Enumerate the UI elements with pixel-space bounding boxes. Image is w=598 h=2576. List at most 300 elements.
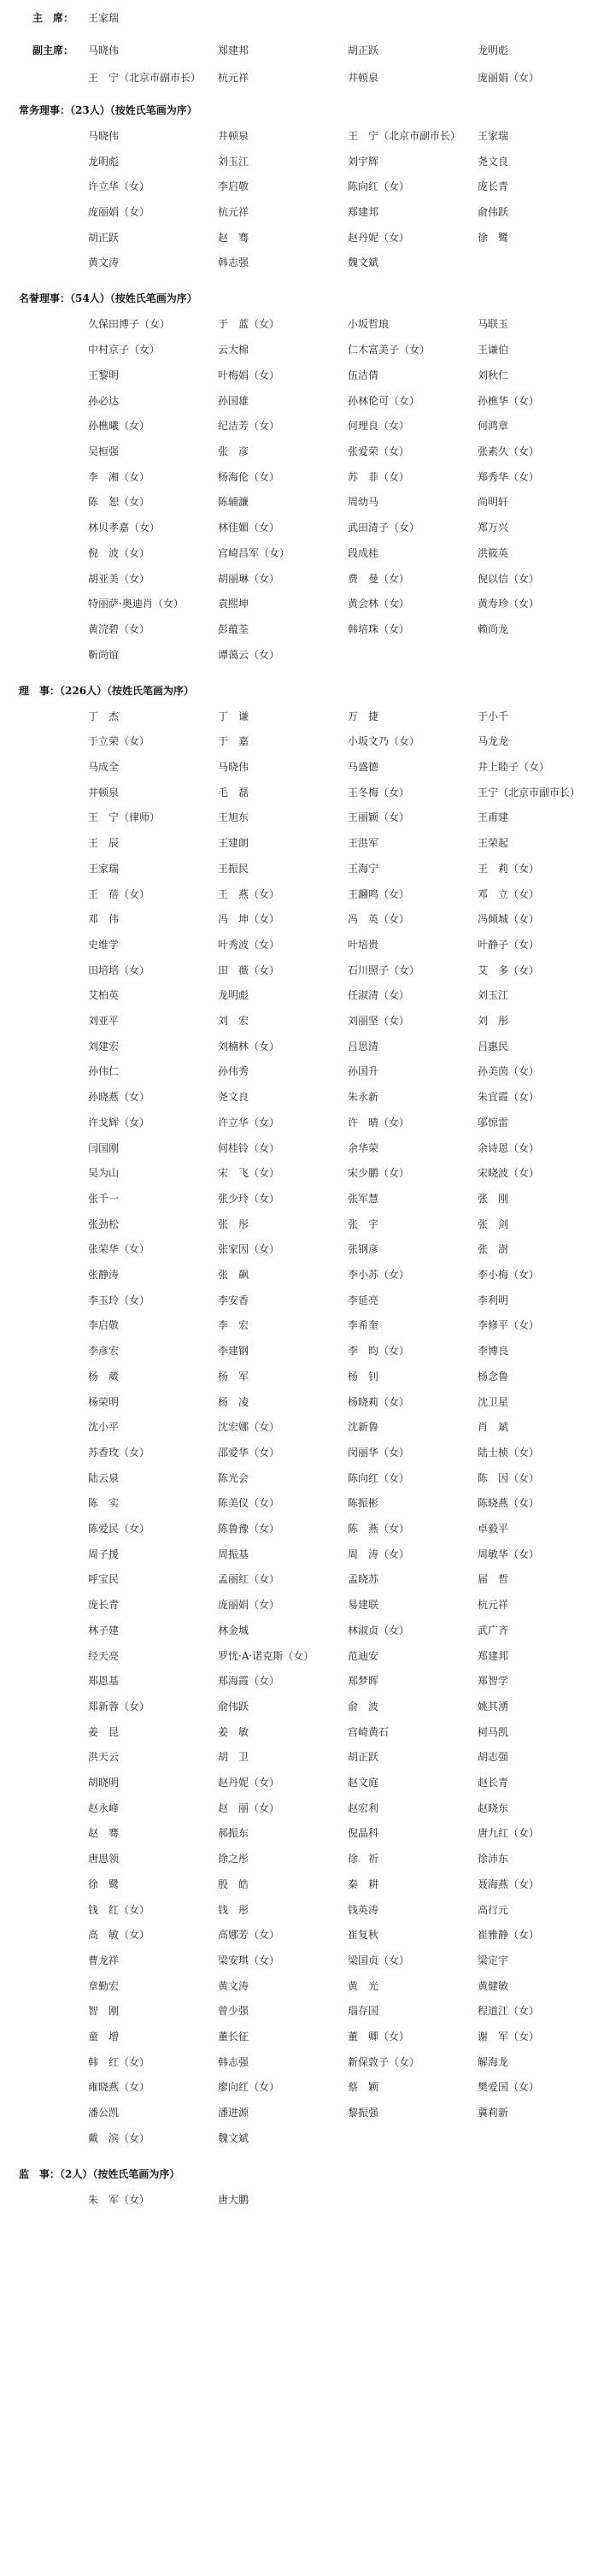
member-name: 高行元 [478, 1904, 509, 1916]
member-name: 刘建宏 [88, 1040, 120, 1052]
vice-president-name: 庞丽娟（女） [478, 72, 540, 84]
member-name: 陈鲁豫（女） [218, 1523, 280, 1535]
member-name: 孙樵曦（女） [88, 420, 150, 432]
member-name: 万 捷 [348, 710, 379, 722]
member-name: 宋少鹏（女） [348, 1167, 410, 1179]
member-name: 刘 宏 [218, 1015, 249, 1027]
member-name: 王翿鸣（女） [348, 888, 410, 900]
member-name: 邵爱华（女） [218, 1447, 280, 1459]
member-row [0, 1110, 598, 1135]
member-name: 赵 骞 [88, 1827, 120, 1839]
member-name: 范迪安 [348, 1650, 379, 1662]
member-name: 王 燕（女） [218, 888, 280, 900]
member-row [0, 616, 598, 642]
member-name: 王 莉（女） [478, 863, 540, 875]
member-row [0, 1998, 598, 2024]
member-name: 郑建邦 [478, 1650, 509, 1662]
member-name: 徐之彤 [218, 1853, 249, 1865]
member-name: 胡正跃 [348, 1751, 379, 1763]
member-name: 李建钢 [218, 1345, 249, 1357]
section-title: 监 事：（2人）（按姓氏笔画为序） [19, 2168, 180, 2180]
member-name: 呼宝民 [88, 1573, 120, 1585]
member-name: 孙晓燕（女） [88, 1091, 150, 1103]
member-row [0, 958, 598, 983]
member-name: 胡晓明 [88, 1777, 120, 1789]
member-name: 陈 恕（女） [88, 496, 150, 508]
member-row [0, 540, 598, 566]
member-row [0, 199, 598, 225]
member-row [0, 881, 598, 907]
member-row [0, 1948, 598, 1973]
member-row [0, 1770, 598, 1795]
member-name: 武田清子（女） [348, 522, 420, 533]
member-name: 刘玉江 [218, 156, 249, 168]
member-name: 杨 凌 [218, 1396, 249, 1408]
section-title: 常务理事：（23人）（按姓氏笔画为序） [19, 104, 197, 116]
member-row [0, 932, 598, 958]
member-name: 谭蔼云（女） [218, 649, 280, 661]
member-name: 宫崎黄石 [348, 1726, 390, 1738]
member-row [0, 1160, 598, 1186]
member-name: 云大棉 [218, 344, 249, 356]
member-name: 张少玲（女） [218, 1193, 280, 1205]
member-name: 艾 多（女） [478, 964, 540, 976]
member-row [0, 1668, 598, 1694]
member-row [0, 1414, 598, 1440]
member-name: 龙明彪 [88, 156, 120, 168]
member-name: 陆士桢（女） [478, 1447, 540, 1459]
member-name: 丁 谦 [218, 710, 249, 722]
member-name: 罗忧·A·诺克斯（女） [218, 1650, 314, 1662]
vice-president-name: 王 宁（北京市副市长） [88, 72, 202, 84]
member-name: 龙明彪 [218, 989, 249, 1001]
president-name: 王家瑞 [88, 12, 120, 24]
member-name: 宋晓波（女） [478, 1167, 540, 1179]
member-name: 杨晓莉（女） [348, 1396, 410, 1408]
member-name: 潘进源 [218, 2107, 249, 2119]
member-name: 邓 立（女） [478, 888, 540, 900]
member-name: 韩 红（女） [88, 2056, 150, 2068]
member-row [0, 856, 598, 881]
member-name: 崔雅静（女） [478, 1929, 540, 1941]
member-name: 新保敦子（女） [348, 2056, 420, 2068]
member-name: 卓毅平 [478, 1523, 509, 1535]
member-row [0, 250, 598, 275]
member-name: 王振民 [218, 863, 249, 875]
member-name: 田 薇（女） [218, 964, 280, 976]
member-name: 徐 鹭 [478, 232, 509, 244]
member-name: 郑建邦 [348, 206, 379, 218]
member-name: 孙伟仁 [88, 1065, 120, 1077]
member-name: 赵丹妮（女） [348, 232, 410, 244]
member-name: 叶秀波（女） [218, 939, 280, 951]
member-name: 李修平（女） [478, 1319, 540, 1331]
member-name: 周振基 [218, 1548, 249, 1560]
member-row [0, 149, 598, 174]
member-name: 郝振东 [218, 1827, 249, 1839]
member-name: 苏香玫（女） [88, 1447, 150, 1459]
member-row [0, 982, 598, 1008]
member-row [0, 704, 598, 729]
vice-president-row [0, 65, 598, 91]
member-name: 黄文涛 [218, 1980, 249, 1992]
member-name: 王旭东 [218, 811, 249, 823]
member-name: 高娜芳（女） [218, 1929, 280, 1941]
member-name: 马成全 [88, 761, 120, 773]
member-name: 叶静子（女） [478, 939, 540, 951]
member-name: 闵丽华（女） [348, 1447, 410, 1459]
member-name: 王 蓓（女） [88, 888, 150, 900]
member-name: 钱英涛 [348, 1904, 379, 1916]
member-name: 张 彤 [218, 1218, 249, 1230]
vice-president-name: 龙明彪 [478, 44, 509, 56]
member-name: 韩志强 [218, 2056, 249, 2068]
member-name: 杨海伦（女） [218, 471, 280, 483]
member-name: 王海宁 [348, 863, 379, 875]
member-row [0, 388, 598, 414]
member-row [0, 515, 598, 540]
member-row [0, 1338, 598, 1364]
member-name: 姜 敏 [218, 1726, 249, 1738]
member-name: 余诗恩（女） [478, 1142, 540, 1154]
member-name: 杭元祥 [478, 1599, 509, 1611]
member-name: 久保田博子（女） [88, 318, 171, 330]
member-name: 杨 葳 [88, 1371, 120, 1382]
member-name: 于立荣（女） [88, 735, 150, 747]
member-name: 于小千 [478, 710, 509, 722]
supervisor-section-title-row [0, 2161, 598, 2187]
member-name: 孙伟秀 [218, 1065, 249, 1077]
member-name: 李启敬 [218, 180, 249, 192]
member-name: 庞丽娟（女） [88, 206, 150, 218]
section-title: 名誉理事：（54人）（按姓氏笔画为序） [19, 292, 197, 304]
member-row [0, 1034, 598, 1059]
member-name: 孙国雄 [218, 395, 249, 407]
member-name: 姜 昆 [88, 1726, 120, 1738]
member-name: 董 卿（女） [348, 2031, 410, 2043]
member-name: 胡亚美（女） [88, 573, 150, 585]
member-name: 朱宜霞（女） [478, 1091, 540, 1103]
member-name: 沈小平 [88, 1421, 120, 1433]
member-name: 王冬梅（女） [348, 787, 410, 799]
member-row [0, 1694, 598, 1719]
member-row [0, 1389, 598, 1415]
member-name: 梁安琪（女） [218, 1954, 280, 1966]
member-name: 黄浣碧（女） [88, 623, 150, 635]
member-name: 李小苏（女） [348, 1269, 410, 1281]
member-row [0, 1186, 598, 1211]
president-row [0, 5, 598, 31]
member-name: 易建联 [348, 1599, 379, 1611]
member-name: 李利明 [478, 1294, 509, 1306]
member-row [0, 1820, 598, 1846]
member-row [0, 1719, 598, 1745]
member-name: 孙国升 [348, 1065, 379, 1077]
member-name: 郑秀华（女） [478, 471, 540, 483]
member-name: 宫崎昌军（女） [218, 547, 290, 559]
member-name: 毛 磊 [218, 787, 249, 799]
member-name: 赵宏利 [348, 1802, 379, 1814]
member-name: 廖向红（女） [218, 2081, 280, 2093]
member-name: 井上睦子（女） [478, 761, 550, 773]
member-name: 朱 军（女） [88, 2194, 150, 2206]
member-row [0, 1872, 598, 1897]
member-name: 赵 骞 [218, 232, 249, 244]
member-name: 刘丽坚（女） [348, 1015, 410, 1027]
member-name: 丁 杰 [88, 710, 120, 722]
member-name: 何桂铃（女） [218, 1142, 280, 1154]
member-row [0, 642, 598, 668]
member-name: 徐沛东 [478, 1853, 509, 1865]
member-name: 张 彦 [218, 445, 249, 457]
member-name: 杨荣明 [88, 1396, 120, 1408]
president-label: 主 席： [32, 12, 74, 24]
member-name: 曹龙祥 [88, 1954, 120, 1966]
member-name: 孟丽红（女） [218, 1573, 280, 1585]
member-name: 余华荣 [348, 1142, 379, 1154]
member-name: 冯倾城（女） [478, 913, 540, 925]
member-name: 陈 实 [88, 1497, 120, 1509]
member-name: 智 刚 [88, 2005, 120, 2017]
member-name: 沈新鲁 [348, 1421, 379, 1433]
member-name: 陈 燕（女） [348, 1523, 410, 1535]
member-name: 郑智学 [478, 1675, 509, 1687]
member-name: 朱永新 [348, 1091, 379, 1103]
member-name: 吕思清 [348, 1040, 379, 1052]
member-name: 韩志强 [218, 256, 249, 268]
standing-council-section-title-row [0, 97, 598, 123]
member-name: 雍晓燕（女） [88, 2081, 150, 2093]
member-name: 张 剑 [478, 1218, 509, 1230]
member-name: 冀莉新 [478, 2107, 509, 2119]
member-row [0, 1465, 598, 1491]
member-name: 陈爱民（女） [88, 1523, 150, 1535]
member-name: 赵晓东 [478, 1802, 509, 1814]
member-name: 陆云泉 [88, 1472, 120, 1484]
member-name: 胡志强 [478, 1751, 509, 1763]
member-name: 许立华（女） [88, 180, 150, 192]
member-name: 洪筱英 [478, 547, 509, 559]
member-name: 尚明轩 [478, 496, 509, 508]
member-name: 陈美仪（女） [218, 1497, 280, 1509]
member-name: 王黎明 [88, 369, 120, 381]
member-name: 苏 菲（女） [348, 471, 410, 483]
member-name: 刘 彤 [478, 1015, 509, 1027]
member-name: 何理良（女） [348, 420, 410, 432]
member-name: 张荣华（女） [88, 1243, 150, 1255]
member-name: 费 曼（女） [348, 573, 410, 585]
member-name: 李延亮 [348, 1294, 379, 1306]
member-row [0, 1312, 598, 1338]
member-name: 徐 祈 [348, 1853, 379, 1865]
member-name: 胡丽琳（女） [218, 573, 280, 585]
member-name: 尧文良 [478, 156, 509, 168]
member-row [0, 363, 598, 388]
member-name: 李启敬 [88, 1319, 120, 1331]
member-name: 胡 卫 [218, 1751, 249, 1763]
member-name: 黄会林（女） [348, 598, 410, 610]
member-name: 黄文涛 [88, 256, 120, 268]
member-name: 王甫建 [478, 811, 509, 823]
member-name: 王家瑞 [478, 130, 509, 142]
member-name: 唐大鹏 [218, 2194, 249, 2206]
member-row [0, 1135, 598, 1161]
member-row [0, 830, 598, 856]
member-name: 艾柏英 [88, 989, 120, 1001]
member-name: 林子建 [88, 1624, 120, 1636]
member-row [0, 337, 598, 363]
member-name: 章勤宏 [88, 1980, 120, 1992]
member-row [0, 2125, 598, 2151]
member-name: 马晓伟 [88, 130, 120, 142]
member-name: 史维学 [88, 939, 120, 951]
member-name: 王 辰 [88, 837, 120, 849]
member-name: 张 澍 [478, 1243, 509, 1255]
member-name: 张劲松 [88, 1218, 120, 1230]
member-name: 仁木富美子（女） [348, 344, 431, 356]
member-name: 林贝孝嘉（女） [88, 522, 161, 533]
member-row [0, 591, 598, 616]
member-name: 钱 红（女） [88, 1904, 150, 1916]
member-name: 杭元祥 [218, 206, 249, 218]
member-row [0, 1262, 598, 1288]
member-name: 王 宁（律师） [88, 811, 161, 823]
member-name: 井顿泉 [88, 787, 120, 799]
member-name: 李博良 [478, 1345, 509, 1357]
member-name: 梁国贞（女） [348, 1954, 410, 1966]
member-name: 田培培（女） [88, 964, 150, 976]
member-name: 李 宏 [218, 1319, 249, 1331]
member-name: 陈振彬 [348, 1497, 379, 1509]
member-name: 刘宇辉 [348, 156, 379, 168]
member-name: 黄 光 [348, 1980, 379, 1992]
member-name: 陈晓燕（女） [478, 1497, 540, 1509]
section-title: 理 事：（226人）（按姓氏笔画为序） [19, 685, 195, 697]
member-name: 李希奎 [348, 1319, 379, 1331]
member-name: 于 蓝（女） [218, 318, 280, 330]
member-name: 许 晴（女） [348, 1117, 410, 1129]
member-name: 井顿泉 [218, 130, 249, 142]
member-name: 任淑清（女） [348, 989, 410, 1001]
member-name: 郑万兴 [478, 522, 509, 533]
member-name: 陈辅濂 [218, 496, 249, 508]
member-name: 殷 皓 [218, 1878, 249, 1890]
member-name: 戴 滨（女） [88, 2132, 150, 2144]
member-name: 蔡 颖 [348, 2081, 379, 2093]
member-name: 林淑贞（女） [348, 1624, 410, 1636]
member-row [0, 1211, 598, 1237]
member-name: 马联玉 [478, 318, 509, 330]
member-name: 孙林伦可（女） [348, 395, 420, 407]
member-name: 于 嘉 [218, 735, 249, 747]
member-row [0, 1058, 598, 1084]
member-row [0, 2100, 598, 2125]
member-row [0, 489, 598, 515]
member-name: 唐九红（女） [478, 1827, 540, 1839]
member-name: 张千一 [88, 1193, 120, 1205]
member-name: 郑恩基 [88, 1675, 120, 1687]
member-name: 曾少强 [218, 2005, 249, 2017]
member-name: 邓 伟 [88, 913, 120, 925]
member-name: 钱 彤 [218, 1904, 249, 1916]
member-name: 王丽颖（女） [348, 811, 410, 823]
member-name: 俞伟跃 [218, 1701, 249, 1712]
member-row [0, 413, 598, 439]
member-name: 赵 丽（女） [218, 1802, 280, 1814]
member-name: 袁熙坤 [218, 598, 249, 610]
member-row [0, 1008, 598, 1034]
member-name: 童 增 [88, 2031, 120, 2043]
member-name: 石川照子（女） [348, 964, 420, 976]
member-name: 沈卫星 [478, 1396, 509, 1408]
vice-president-name: 井顿泉 [348, 72, 379, 84]
vice-president-name: 胡正跃 [348, 44, 379, 56]
member-name: 郑海霞（女） [218, 1675, 280, 1687]
member-name: 孙樵华（女） [478, 395, 540, 407]
member-name: 郑新蓉（女） [88, 1701, 150, 1712]
member-row [0, 464, 598, 490]
member-name: 董长征 [218, 2031, 249, 2043]
member-row [0, 174, 598, 199]
member-name: 林金城 [218, 1624, 249, 1636]
member-name: 沈宏娜（女） [218, 1421, 280, 1433]
member-name: 庞丽娟（女） [218, 1599, 280, 1611]
member-name: 届 哲 [478, 1573, 509, 1585]
member-name: 李 湘（女） [88, 471, 150, 483]
member-name: 马龙龙 [478, 735, 509, 747]
member-name: 纪洁芳（女） [218, 420, 280, 432]
member-row [0, 1922, 598, 1948]
vice-president-name: 郑建邦 [218, 44, 249, 56]
member-name: 彭蕴荃 [218, 623, 249, 635]
member-row [0, 1795, 598, 1821]
member-row [0, 1541, 598, 1567]
member-name: 尧文良 [218, 1091, 249, 1103]
member-name: 洪天云 [88, 1751, 120, 1763]
member-name: 吴桓强 [88, 445, 120, 457]
member-row [0, 566, 598, 592]
member-row [0, 1643, 598, 1669]
member-name: 段成桂 [348, 547, 379, 559]
member-name: 俞 波 [348, 1701, 379, 1712]
member-name: 叶培贵 [348, 939, 379, 951]
member-name: 谢 军（女） [478, 2031, 540, 2043]
member-name: 倪以信（女） [478, 573, 540, 585]
member-row [0, 123, 598, 149]
member-name: 杨 钊 [348, 1371, 379, 1382]
member-name: 刘楠林（女） [218, 1040, 280, 1052]
member-name: 特丽萨·奥迪肖（女） [88, 598, 184, 610]
member-row [0, 1288, 598, 1313]
member-name: 肖 斌 [478, 1421, 509, 1433]
member-name: 胡正跃 [88, 232, 120, 244]
member-name: 李 昀（女） [348, 1345, 410, 1357]
member-name: 潘公凯 [88, 2107, 120, 2119]
member-row [0, 1490, 598, 1516]
member-row [0, 225, 598, 251]
member-name: 郑梦晖 [348, 1675, 379, 1687]
member-name: 庞长青 [88, 1599, 120, 1611]
member-row [0, 754, 598, 780]
member-name: 张素久（女） [478, 445, 540, 457]
member-name: 陈 因（女） [478, 1472, 540, 1484]
member-row [0, 1846, 598, 1872]
member-row [0, 1618, 598, 1643]
member-name: 吕惠民 [478, 1040, 509, 1052]
member-name: 许立华（女） [218, 1117, 280, 1129]
member-name: 崔复秋 [348, 1929, 379, 1941]
member-name: 唐思领 [88, 1853, 120, 1865]
